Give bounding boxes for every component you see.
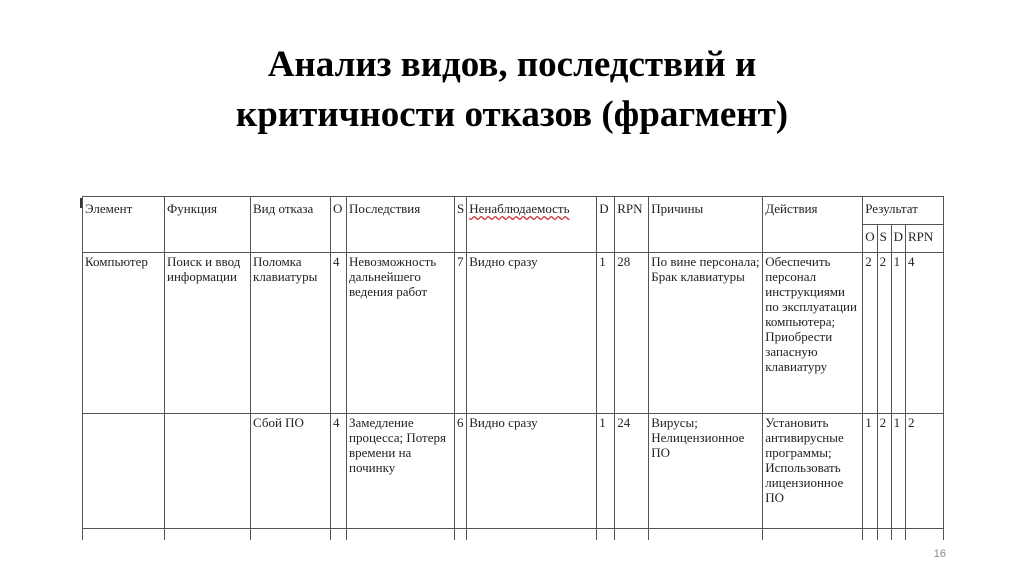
cell-result-o: 2 [863, 253, 877, 414]
cell-detectability: Видно сразу [467, 253, 597, 414]
cell-actions: Установить антивирусные программы; Использовать лицензионное ПО [763, 414, 863, 529]
cell-s: 6 [455, 414, 467, 529]
cell-o: 4 [331, 414, 347, 529]
header-detectability-label: Ненаблюдаемость [469, 201, 570, 216]
header-failure-mode: Вид отказа [251, 197, 331, 253]
header-causes: Причины [649, 197, 763, 253]
cell-failure-mode: Сбой ПО [251, 414, 331, 529]
header-rpn: RPN [615, 197, 649, 253]
cell-result-o: 1 [863, 414, 877, 529]
cell-empty [83, 529, 165, 541]
cell-rpn: 28 [615, 253, 649, 414]
cell-causes: Вирусы; Нелицензионное ПО [649, 414, 763, 529]
cell-empty [455, 529, 467, 541]
fmea-table [82, 196, 944, 540]
header-result-d: D [891, 225, 905, 253]
cell-empty [649, 529, 763, 541]
cell-failure-mode: Поломка клавиатуры [251, 253, 331, 414]
cell-empty [165, 529, 251, 541]
header-d: D [597, 197, 615, 253]
header-result-s: S [877, 225, 891, 253]
header-detectability [467, 197, 597, 253]
title-line-1: Анализ видов, последствий и [267, 44, 757, 85]
cell-empty [615, 529, 649, 541]
cell-element [83, 414, 165, 529]
cell-empty [597, 529, 615, 541]
cell-empty [347, 529, 455, 541]
page-number: 16 [933, 548, 946, 560]
cell-function: Поиск и ввод информации [165, 253, 251, 414]
cell-element: Компьютер [83, 253, 165, 414]
cell-empty [331, 529, 347, 541]
header-result: Результат [863, 197, 944, 225]
cell-causes: По вине персонала; Брак клавиатуры [649, 253, 763, 414]
cell-empty [763, 529, 863, 541]
cell-result-s: 2 [877, 414, 891, 529]
header-o: O [331, 197, 347, 253]
title-line-2: критичности отказов (фрагмент) [235, 94, 789, 135]
cell-o: 4 [331, 253, 347, 414]
header-function: Функция [165, 197, 251, 253]
header-s: S [455, 197, 467, 253]
header-actions: Действия [763, 197, 863, 253]
cell-result-rpn: 4 [906, 253, 944, 414]
fmea-table-container [82, 196, 952, 540]
cell-result-d: 1 [891, 414, 905, 529]
cell-actions: Обеспечить персонал инструкциями по эксплуатации компьютера; Приобрести запасную клавиатуру [763, 253, 863, 414]
header-effects: Последствия [347, 197, 455, 253]
cell-empty [906, 529, 944, 541]
header-row [83, 197, 944, 225]
cell-empty [891, 529, 905, 541]
page-title [0, 40, 1024, 140]
header-element: Элемент [83, 197, 165, 253]
cell-result-d: 1 [891, 253, 905, 414]
cell-empty [251, 529, 331, 541]
cell-function [165, 414, 251, 529]
cell-effects: Невозможность дальнейшего ведения работ [347, 253, 455, 414]
table-row [83, 253, 944, 414]
cell-s: 7 [455, 253, 467, 414]
cell-detectability: Видно сразу [467, 414, 597, 529]
cell-d: 1 [597, 253, 615, 414]
table-row [83, 414, 944, 529]
header-result-rpn: RPN [906, 225, 944, 253]
header-result-o: O [863, 225, 877, 253]
cell-empty [467, 529, 597, 541]
cell-d: 1 [597, 414, 615, 529]
table-row-partial [83, 529, 944, 541]
cell-empty [863, 529, 877, 541]
cell-effects: Замедление процесса; Потеря времени на починку [347, 414, 455, 529]
cell-result-rpn: 2 [906, 414, 944, 529]
cell-result-s: 2 [877, 253, 891, 414]
cell-rpn: 24 [615, 414, 649, 529]
cell-empty [877, 529, 891, 541]
